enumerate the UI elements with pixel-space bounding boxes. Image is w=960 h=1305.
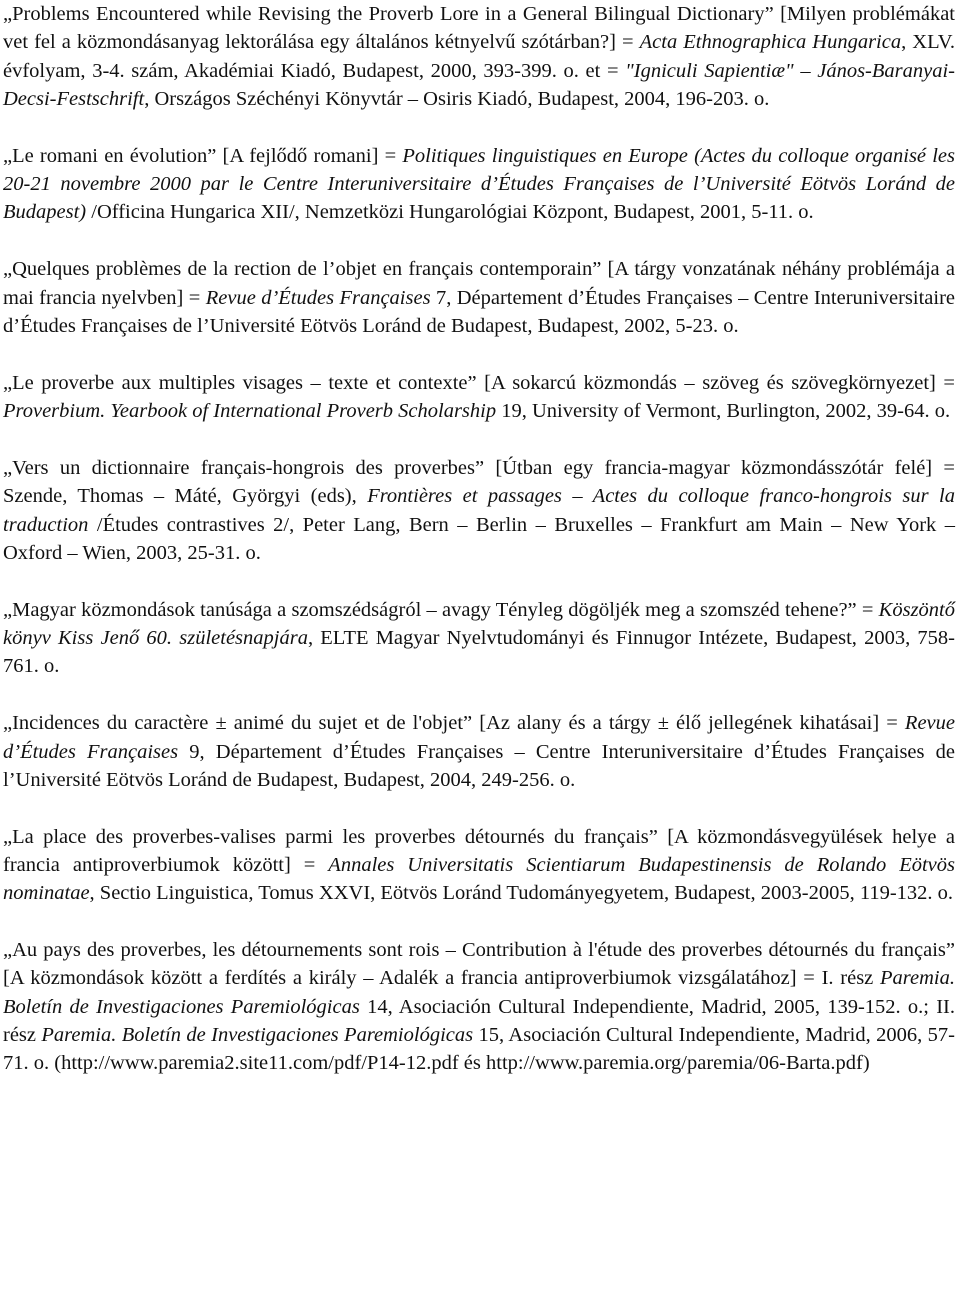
entry-italic-text: Revue d’Études Françaises (205, 286, 431, 309)
bibliography-page (3, 0, 955, 1078)
entry-text: 15, Asociación Cultural Independiente, Madrid, 2006, 57-71. o. (http://www.paremia2.site11.com/pdf/P14-12.pdf és http://www.paremia.org/paremia/06-Barta.pdf) (3, 1024, 955, 1075)
bibliography-entry (3, 369, 955, 426)
bibliography-entry (3, 936, 955, 1077)
entry-text: , ELTE Magyar Nyelvtudományi és Finnugor Intézete, Budapest, 2003, 758-761. o. (3, 627, 955, 678)
entry-text: 9, Département d’Études Françaises – Centre Interuniversitaire d’Études Françaises de l’Université Eötvös Loránd de Budapest, Budapest, 2004, 249-256. o. (3, 740, 955, 791)
entry-italic-text: Paremia. Boletín de Investigaciones Paremiológicas (3, 967, 955, 1018)
bibliography-entry (3, 454, 955, 567)
entry-text: /Officina Hungarica XII/, Nemzetközi Hungarológiai Központ, Budapest, 2001, 5-11. o. (86, 201, 814, 224)
entry-italic-text: "Igniculi Sapientiæ" – János-Baranyai-Decsi-Festschrift (3, 59, 955, 110)
entry-text: „Vers un dictionnaire français-hongrois des proverbes” [Útban egy francia-magyar közmondásszótár felé] = Szende, Thomas – Máté, Györgyi (eds), (3, 456, 955, 508)
entry-text: „La place des proverbes-valises parmi les proverbes détournés du français” [A közmondásvegyülések helye a francia antiproverbiumok között] = (3, 825, 955, 876)
entry-italic-text: Acta Ethnographica Hungarica (639, 31, 902, 54)
entry-text: „Problems Encountered while Revising the Proverb Lore in a General Bilingual Dictionary” [Milyen problémákat vet fel a közmondásanyag lektorálása egy általános kétnyelvű szótárban?] = (3, 3, 955, 54)
entry-text: 14, Asociación Cultural Independiente, Madrid, 2005, 139-152. o.; II. rész (3, 995, 955, 1047)
bibliography-entry (3, 255, 955, 340)
entry-text: , Sectio Linguistica, Tomus XXVI, Eötvös Loránd Tudományegyetem, Budapest, 2003-2005, 119-132. o. (89, 882, 954, 905)
entry-text: 19, University of Vermont, Burlington, 2002, 39-64. o. (496, 400, 951, 423)
entry-text: „Magyar közmondások tanúsága a szomszédságról – avagy Tényleg dögöljék meg a szomszéd tehene?” = (3, 598, 879, 621)
entry-italic-text: Köszöntő könyv Kiss Jenő 60. születésnapjára (3, 598, 955, 650)
bibliography-entry (3, 709, 955, 794)
entry-text: „Le romani en évolution” [A fejlődő romani] = (3, 144, 403, 167)
entry-italic-text: Frontières et passages – Actes du colloque franco-hongrois sur la traduction (3, 485, 955, 536)
bibliography-entry (3, 823, 955, 908)
entry-text: /Études contrastives 2/, Peter Lang, Bern – Berlin – Bruxelles – Frankfurt am Main – New York – Oxford – Wien, 2003, 25-31. o. (3, 513, 955, 564)
bibliography-entry (3, 0, 955, 113)
bibliography-entry (3, 596, 955, 681)
entry-text: „Au pays des proverbes, les détournements sont rois – Contribution à l'étude des proverbes détournés du français” [A közmondások között a ferdítés a király – Adalék a francia antiproverbiumok vizsgálatához] = I. rész (3, 939, 955, 990)
entry-text: „Quelques problèmes de la rection de l’objet en français contemporain” [A tárgy vonzatának néhány problémája a mai francia nyelvben] = (3, 258, 955, 309)
entry-italic-text: Revue d’Études Françaises (3, 712, 955, 763)
entry-italic-text: Paremia. Boletín de Investigaciones Paremiológicas (41, 1024, 474, 1047)
entry-text: , Országos Széchényi Könyvtár – Osiris Kiadó, Budapest, 2004, 196-203. o. (144, 87, 770, 110)
bibliography-entry (3, 142, 955, 227)
entry-italic-text: Proverbium. Yearbook of International Proverb Scholarship (3, 400, 497, 423)
entry-text: „Incidences du caractère ± animé du sujet et de l'objet” [Az alany és a tárgy ± élő jellegének kihatásai] = (3, 712, 905, 735)
entry-text: , XLV. évfolyam, 3-4. szám, Akadémiai Kiadó, Budapest, 2000, 393-399. o. et = (3, 31, 955, 82)
entry-text: 7, Département d’Études Françaises – Centre Interuniversitaire d’Études Françaises de l’Université Eötvös Loránd de Budapest, Budapest, 2002, 5-23. o. (3, 286, 955, 337)
entry-italic-text: Annales Universitatis Scientiarum Budapestinensis de Rolando Eötvös nominatae (3, 853, 955, 905)
entry-text: „Le proverbe aux multiples visages – texte et contexte” [A sokarcú közmondás – szöveg és szövegkörnyezet] = (3, 371, 955, 394)
entry-italic-text: Politiques linguistiques en Europe (Actes du colloque organisé les 20-21 novembre 2000 par le Centre Interuniversitaire d’Études Françaises de l’Université Eötvös Loránd de Budapest) (3, 144, 955, 224)
